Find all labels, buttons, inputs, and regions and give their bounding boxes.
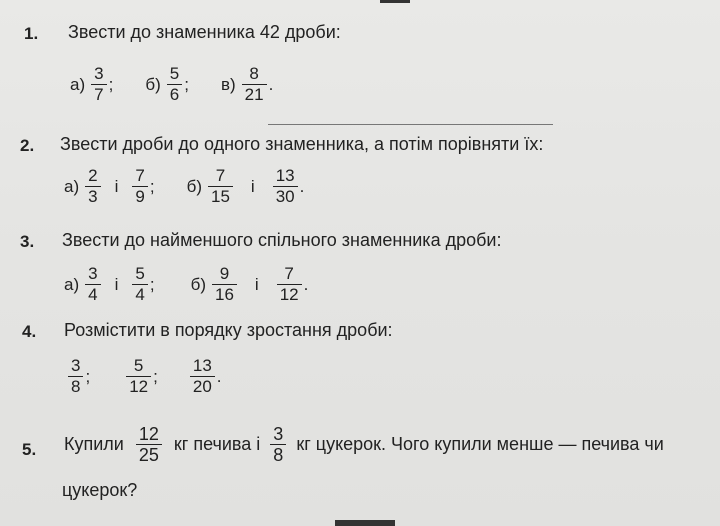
fraction: $\frac{7}{15}$: [208, 166, 233, 207]
task-2-text: Звести дроби до одного знаменника, а потім порівняти їх:: [60, 134, 544, 154]
fraction: $\frac{9}{16}$: [212, 264, 237, 305]
item-label: б): [190, 274, 206, 294]
fraction: $\frac{7}{9}$: [132, 166, 147, 207]
task-5-line-1: Купили $\frac{12}{25}$ кг печива і $\frac{3}{8}$ кг цукерок. Чого купили менше — печива чи: [64, 424, 664, 465]
task-5-number: 5.: [22, 440, 37, 459]
task-2-number: 2.: [20, 136, 35, 155]
fraction: $\frac{5}{6}$: [167, 64, 182, 105]
fraction: $\frac{13}{20}$: [190, 356, 215, 397]
task-3-number: 3.: [20, 232, 35, 251]
fraction: $\frac{13}{30}$: [273, 166, 298, 207]
task-3-fractions: а) $\frac{3}{4}$ і $\frac{5}{4}$ ; б) $\frac{9}{16}$ і $\frac{7}{12}$ .: [64, 264, 309, 304]
task-3-text: Звести до найменшого спільного знаменника дроби:: [62, 230, 502, 250]
item-label: в): [220, 74, 236, 94]
fraction: $\frac{2}{3}$: [85, 166, 100, 207]
item-label: а): [64, 176, 80, 196]
task-4-text: Розмістити в порядку зростання дроби:: [64, 320, 393, 340]
fraction: $\frac{3}{8}$: [68, 356, 83, 397]
task-4-fractions: $\frac{3}{8}$ ; $\frac{5}{12}$ ; $\frac{13}{20}$ .: [66, 356, 222, 397]
page-footer-mark: [335, 520, 395, 526]
task-4-number: 4.: [22, 322, 37, 341]
task-1-fractions: а) $\frac{3}{7}$ ; б) $\frac{5}{6}$ ; в) $\frac{8}{21}$ .: [70, 64, 274, 104]
fraction: $\frac{7}{12}$: [277, 264, 302, 305]
fraction: $\frac{3}{7}$: [91, 64, 106, 105]
fraction: $\frac{5}{4}$: [132, 264, 147, 305]
item-label: б): [186, 176, 202, 196]
fraction: $\frac{3}{8}$: [270, 424, 286, 465]
fraction: $\frac{12}{25}$: [136, 424, 162, 465]
task-1-text: Звести до знаменника 42 дроби:: [68, 22, 341, 42]
item-label: а): [64, 274, 80, 294]
fraction: $\frac{3}{4}$: [85, 264, 100, 305]
task-5-line-2: цукерок?: [62, 480, 138, 500]
item-label: б): [145, 74, 161, 94]
page-header-mark: [380, 0, 410, 3]
fraction: $\frac{5}{12}$: [126, 356, 151, 397]
task-2-fractions: а) $\frac{2}{3}$ і $\frac{7}{9}$ ; б) $\frac{7}{15}$ і $\frac{13}{30}$ .: [64, 166, 305, 206]
item-label: а): [70, 74, 86, 94]
fraction: $\frac{8}{21}$: [242, 64, 267, 105]
divider: [268, 124, 553, 125]
task-1-number: 1.: [24, 24, 39, 43]
